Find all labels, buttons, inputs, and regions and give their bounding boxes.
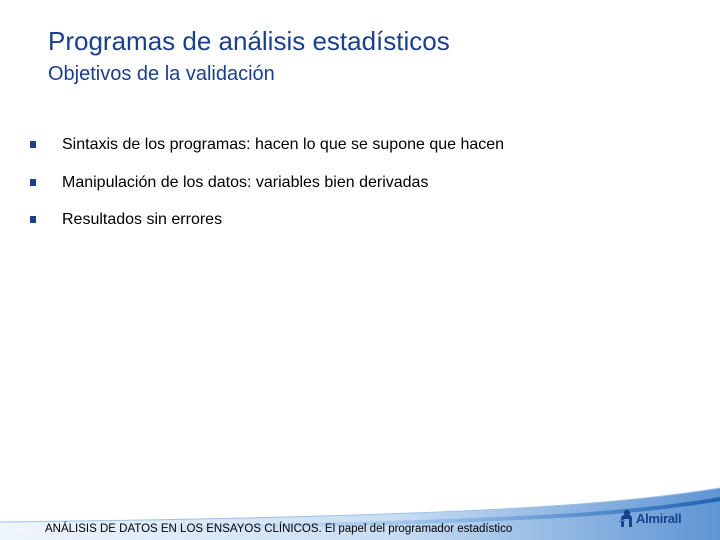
almirall-logo — [618, 507, 681, 529]
slide-title: Programas de análisis estadísticos — [48, 26, 450, 56]
bullet-text: Resultados sin errores — [62, 211, 223, 228]
logo-text: Almirall — [636, 510, 682, 526]
square-bullet-icon — [30, 141, 36, 148]
square-bullet-icon — [30, 216, 36, 223]
slide-subtitle: Objetivos de la validación — [48, 63, 275, 85]
almirall-logo-icon — [618, 508, 634, 528]
bullet-text: Sintaxis de los programas: hacen lo que se supone que hacen — [62, 136, 505, 153]
footer-text: ANÁLISIS DE DATOS EN LOS ENSAYOS CLÍNICOS. El papel del programador estadístico — [45, 523, 513, 535]
bullet-text: Manipulación de los datos: variables bien derivadas — [62, 174, 429, 191]
square-bullet-icon — [30, 179, 36, 186]
